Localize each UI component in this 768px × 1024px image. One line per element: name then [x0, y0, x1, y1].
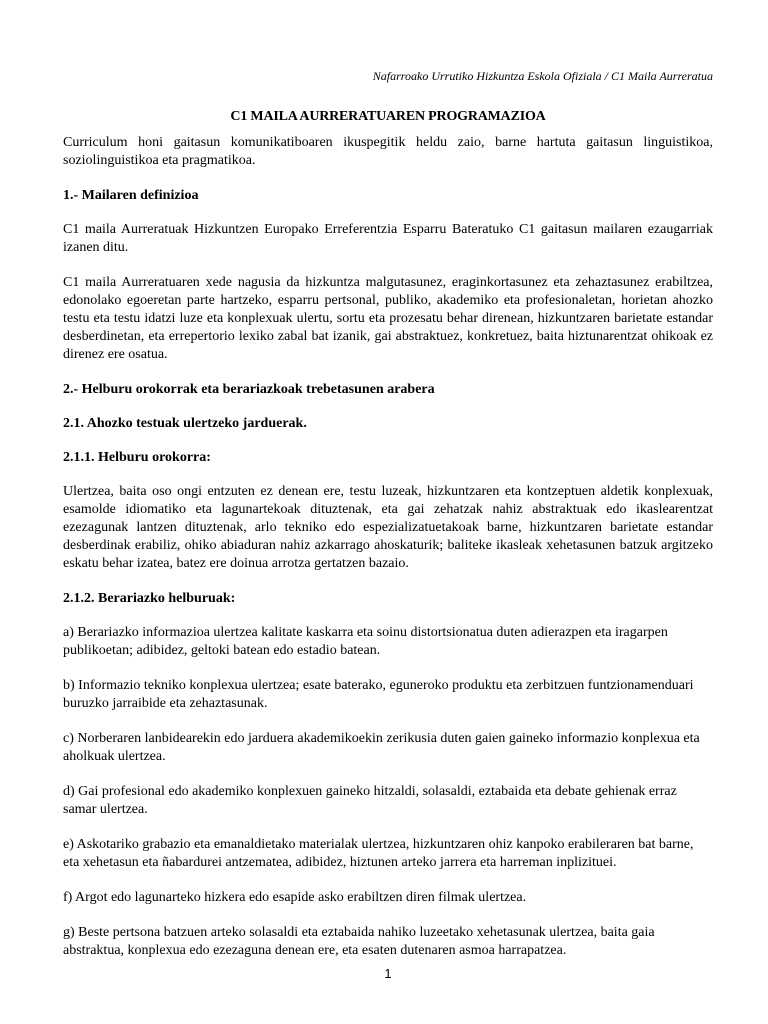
list-item: a) Berariazko informazioa ulertzea kalitate kaskarra eta soinu distortsionatua duten adierazpen eta iragarpen publikoetan; adibidez, geltoki batean edo estadio batean.	[63, 625, 668, 658]
list-item: c) Norberaren lanbidearekin edo jarduera akademikoekin zerikusia duten gaien gaineko informazio konplexua eta aholkuak ulertzea.	[63, 731, 700, 764]
list-item: b) Informazio tekniko konplexua ulertzea; esate baterako, eguneroko produktu eta zerbitzuen funtzionamenduari buruzko jarraibide eta zehaztasunak.	[63, 678, 694, 711]
subsection-2-1-heading: 2.1. Ahozko testuak ulertzeko jarduerak.	[63, 416, 307, 431]
subsection-2-1-1-paragraph: Ulertzea, baita oso ongi entzuten ez denean ere, testu luzeak, hizkuntzaren eta kontzeptuen aldetik konplexuak, esamolde idiomatiko eta lagunartekoak dituztenak, eta gai zehatzak nahiz abstraktuak edo ikaslearentzat ezezagunak lantzen dituztenak, arlo tekniko edo espezializatuetakoak barne, hizkuntzaren barietate estandar desberdinak erabiliz, ohiko abiaduran nahiz azkarrago ahoskaturik; baliteke ikasleak xehetasunen batzuk argitzeko eskatu behar izatea, batez ere doinua arrotza gertatzen bazaio.	[63, 484, 713, 571]
list-item: e) Askotariko grabazio eta emanaldietako materialak ulertzea, hizkuntzaren ohiz kanpoko erabileraren bat barne, eta xehetasun eta ñabardurei antzematea, adibidez, hiztunen arteko jarrera eta harreman inplizituei.	[63, 837, 694, 870]
page-header: Nafarroako Urrutiko Hizkuntza Eskola Ofiziala / C1 Maila Aurreratua	[372, 69, 713, 83]
page-number: 1	[384, 966, 392, 981]
document-body	[63, 134, 713, 977]
section-2-heading: 2.- Helburu orokorrak eta berariazkoak trebetasunen arabera	[63, 382, 435, 397]
intro-paragraph: Curriculum honi gaitasun komunikatiboaren ikuspegitik heldu zaio, barne hartuta gaitasun linguistikoa, soziolinguistikoa eta pragmatikoa.	[63, 135, 713, 168]
page-title: C1 MAILA AURRERATUAREN PROGRAMAZIOA	[230, 109, 546, 124]
section-1-paragraph: C1 maila Aurreratuak Hizkuntzen Europako Erreferentzia Esparru Bateratuko C1 gaitasun mailaren ezaugarriak izanen ditu.	[63, 222, 713, 255]
subsection-2-1-1-heading: 2.1.1. Helburu orokorra:	[63, 450, 211, 465]
list-item: f) Argot edo lagunarteko hizkera edo esapide asko erabiltzen diren filmak ulertzea.	[63, 890, 527, 905]
list-item: d) Gai profesional edo akademiko konplexuen gaineko hitzaldi, solasaldi, eztabaida eta debate gehienak erraz samar ulertzea.	[63, 784, 677, 817]
list-item: g) Beste pertsona batzuen arteko solasaldi eta eztabaida nahiko luzeetako xehetasunak ulertzea, baita gaia abstraktua, konplexua edo ezezaguna denean ere, eta esaten dutenaren asmoa harrapatzea.	[63, 925, 655, 958]
subsection-2-1-2-heading: 2.1.2. Berariazko helburuak:	[63, 591, 236, 606]
document-page	[63, 0, 713, 1024]
section-1-paragraph: C1 maila Aurreratuaren xede nagusia da hizkuntza malgutasunez, eraginkortasunez eta zehaztasunez erabiltzea, edonolako egoeretan parte hartzeko, esparru pertsonal, publiko, akademiko eta profesionaletan, horietan ahozko testu eta testu idatzi luze eta konplexuak ulertu, sortu eta prozesatu behar direnean, hizkuntzaren barietate estandar desberdinetan, eta errepertorio lexiko zabal bat izanik, gai abstraktuez, konkretuez, baita hiztunarentzat ohikoak ez direnez ere osatua.	[63, 275, 713, 362]
section-1-heading: 1.- Mailaren definizioa	[63, 188, 199, 203]
